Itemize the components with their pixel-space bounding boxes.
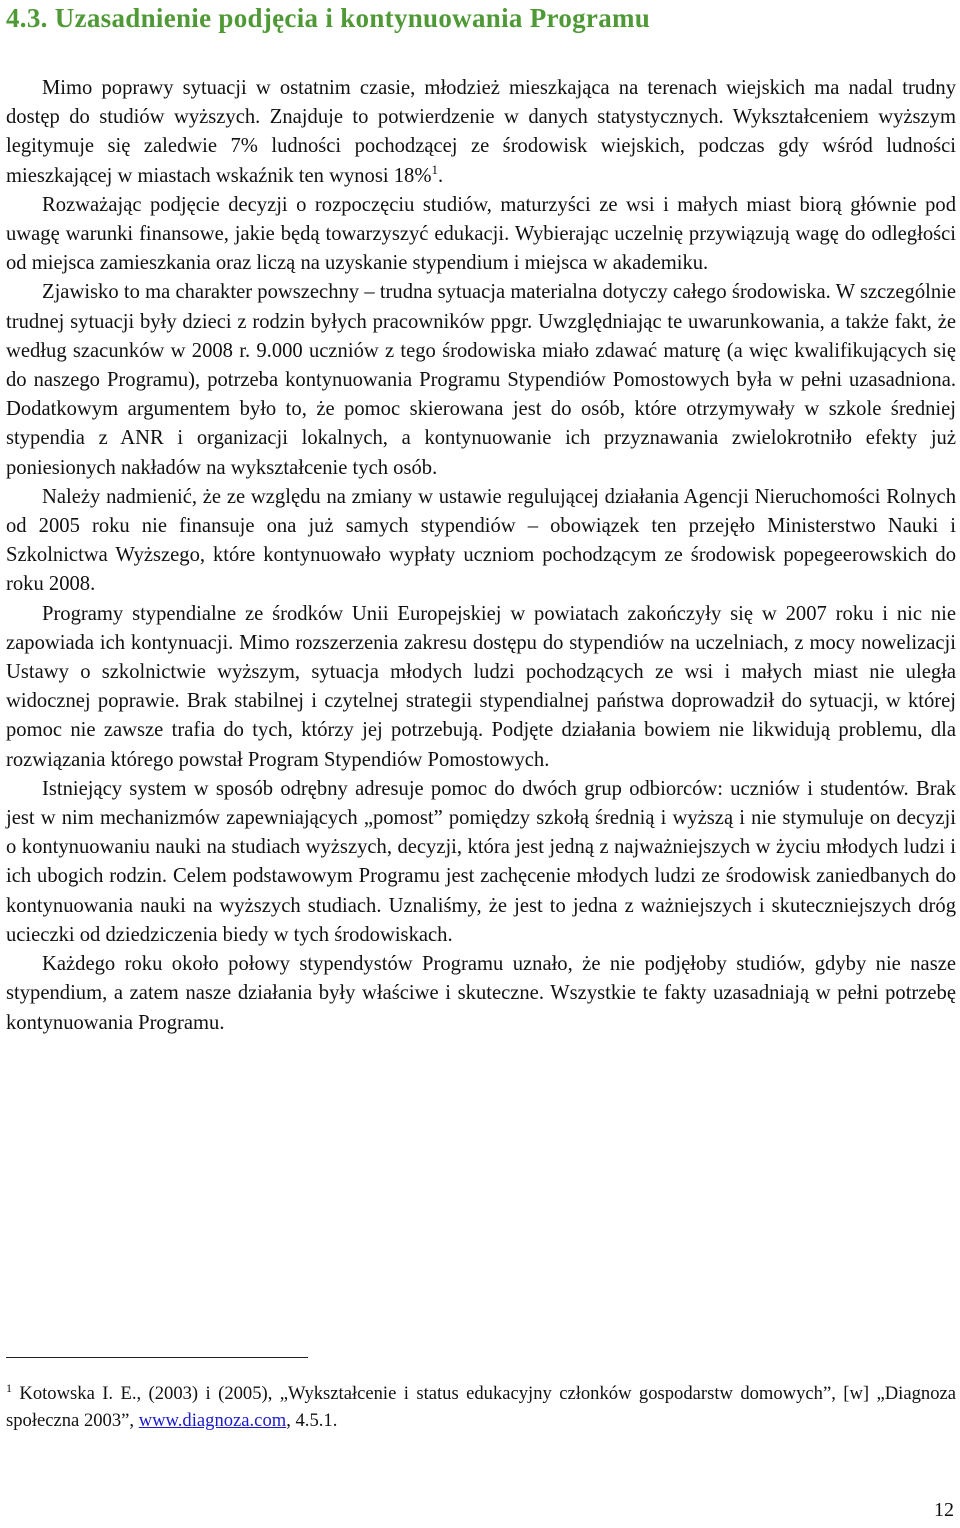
page-number: 12 <box>934 1499 954 1521</box>
footnote-divider <box>6 1357 308 1358</box>
paragraph-7: Każdego roku około połowy stypendystów Programu uznało, że nie podjęłoby studiów, gdyby nie nasze stypendium, a zatem nasze działania były właściwe i skuteczne. Wszystkie te fakty uzasadniają w pełni potrzebę kontynuowania Programu. <box>6 953 956 1034</box>
footnote-text: Kotowska I. E., (2003) i (2005), „Wykształcenie i status edukacyjny członków gospodarstw domowych”, [w] „Diagnoza społeczna 2003”, <box>6 1383 956 1431</box>
paragraph-text-end: . <box>437 164 444 187</box>
paragraph-2: Rozważając podjęcie decyzji o rozpoczęciu studiów, maturzyści ze wsi i małych miast biorą głównie pod uwagę warunki finansowe, jakie będą towarzyszyć edukacji. Wybierając uczelnię przywiązują wagę do odległości od miejsca zamieszkania oraz liczą na uzyskanie stypendium i miejsca w akademiku. <box>6 193 956 275</box>
footnote-link[interactable]: www.diagnoza.com <box>138 1410 287 1431</box>
paragraph-text: Mimo poprawy sytuacji w ostatnim czasie, młodzież mieszkająca na terenach wiejskich ma nadal trudny dostęp do studiów wyższych. Znajduje to potwierdzenie w danych statystycznych. Wykształceniem wyższym legitymuje się zaledwie 7% ludności pochodzącej ze środowisk wiejskich, podczas gdy wśród ludności mieszkającej w miastach wskaźnik ten wynosi 18% <box>6 77 956 187</box>
footnote-text-end: , 4.5.1. <box>286 1410 338 1431</box>
body-text <box>6 74 956 1038</box>
section-number: 4.3. <box>6 3 48 33</box>
document-page <box>6 0 956 1038</box>
footnote-marker: 1 <box>6 1380 12 1395</box>
paragraph-3: Zjawisko to ma charakter powszechny – trudna sytuacja materialna dotyczy całego środowiska. W szczególnie trudnej sytuacji były dzieci z rodzin byłych pracowników ppgr. Uwzględniając te uwarunkowania, a także fakt, że według szacunków w 2008 r. 9.000 uczniów z tego środowiska miało zdawać maturę (a więc kwalifikujących się do naszego Programu), potrzeba kontynuowania Programu Stypendiów Pomostowych była w pełni uzasadniona. Dodatkowym argumentem było to, że pomoc skierowana jest do osób, które otrzymywały w szkole średniej stypendia z ANR i organizacji lokalnych, a kontynuowanie ich przyznawania zwielokrotniło efekty już poniesionych nakładów na wykształcenie tych osób. <box>6 281 956 479</box>
section-heading <box>6 0 956 34</box>
footnote <box>6 1380 956 1434</box>
paragraph-6: Istniejący system w sposób odrębny adresuje pomoc do dwóch grup odbiorców: uczniów i studentów. Brak jest w nim mechanizmów zapewniających „pomost” pomiędzy szkołą średnią i wyższą i nie stymuluje on decyzji o kontynuowaniu nauki na studiach wyższych, decyzji, która jest jedną z najważniejszych w życiu młodych ludzi i ich ubogich rodzin. Celem podstawowym Programu jest zachęcenie młodych ludzi ze środowisk zaniedbanych do kontynuowania nauki na wyższych studiach. Uznaliśmy, że jest to jedna z ważniejszych i skuteczniejszych dróg ucieczki od dziedziczenia biedy w tych środowiskach. <box>6 777 956 946</box>
paragraph-1 <box>6 74 956 191</box>
section-title: Uzasadnienie podjęcia i kontynuowania Programu <box>54 3 651 33</box>
paragraph-4: Należy nadmienić, że ze względu na zmiany w ustawie regulującej działania Agencji Nieruchomości Rolnych od 2005 roku nie finansuje ona już samych stypendiów – obowiązek ten przejęło Ministerstwo Nauki i Szkolnictwa Wyższego, które kontynuowało wypłaty uczniom pochodzącym ze środowisk popegeerowskich do roku 2008. <box>6 485 956 596</box>
paragraph-5: Programy stypendialne ze środków Unii Europejskiej w powiatach zakończyły się w 2007 roku i nic nie zapowiada ich kontynuacji. Mimo rozszerzenia zakresu dostępu do stypendiów na uczelniach, z mocy nowelizacji Ustawy o szkolnictwie wyższym, sytuacja młodych ludzi pochodzących ze wsi i małych miast nie uległa widocznej poprawie. Brak stabilnej i czytelnej strategii stypendialnej państwa doprowadził do sytuacji, w której pomoc nie zawsze trafia do tych, którzy jej potrzebują. Podjęte działania bowiem nie likwidują problemu, dla rozwiązania którego powstał Program Stypendiów Pomostowych. <box>6 602 956 771</box>
footnote-reference[interactable]: 1 <box>431 161 438 177</box>
